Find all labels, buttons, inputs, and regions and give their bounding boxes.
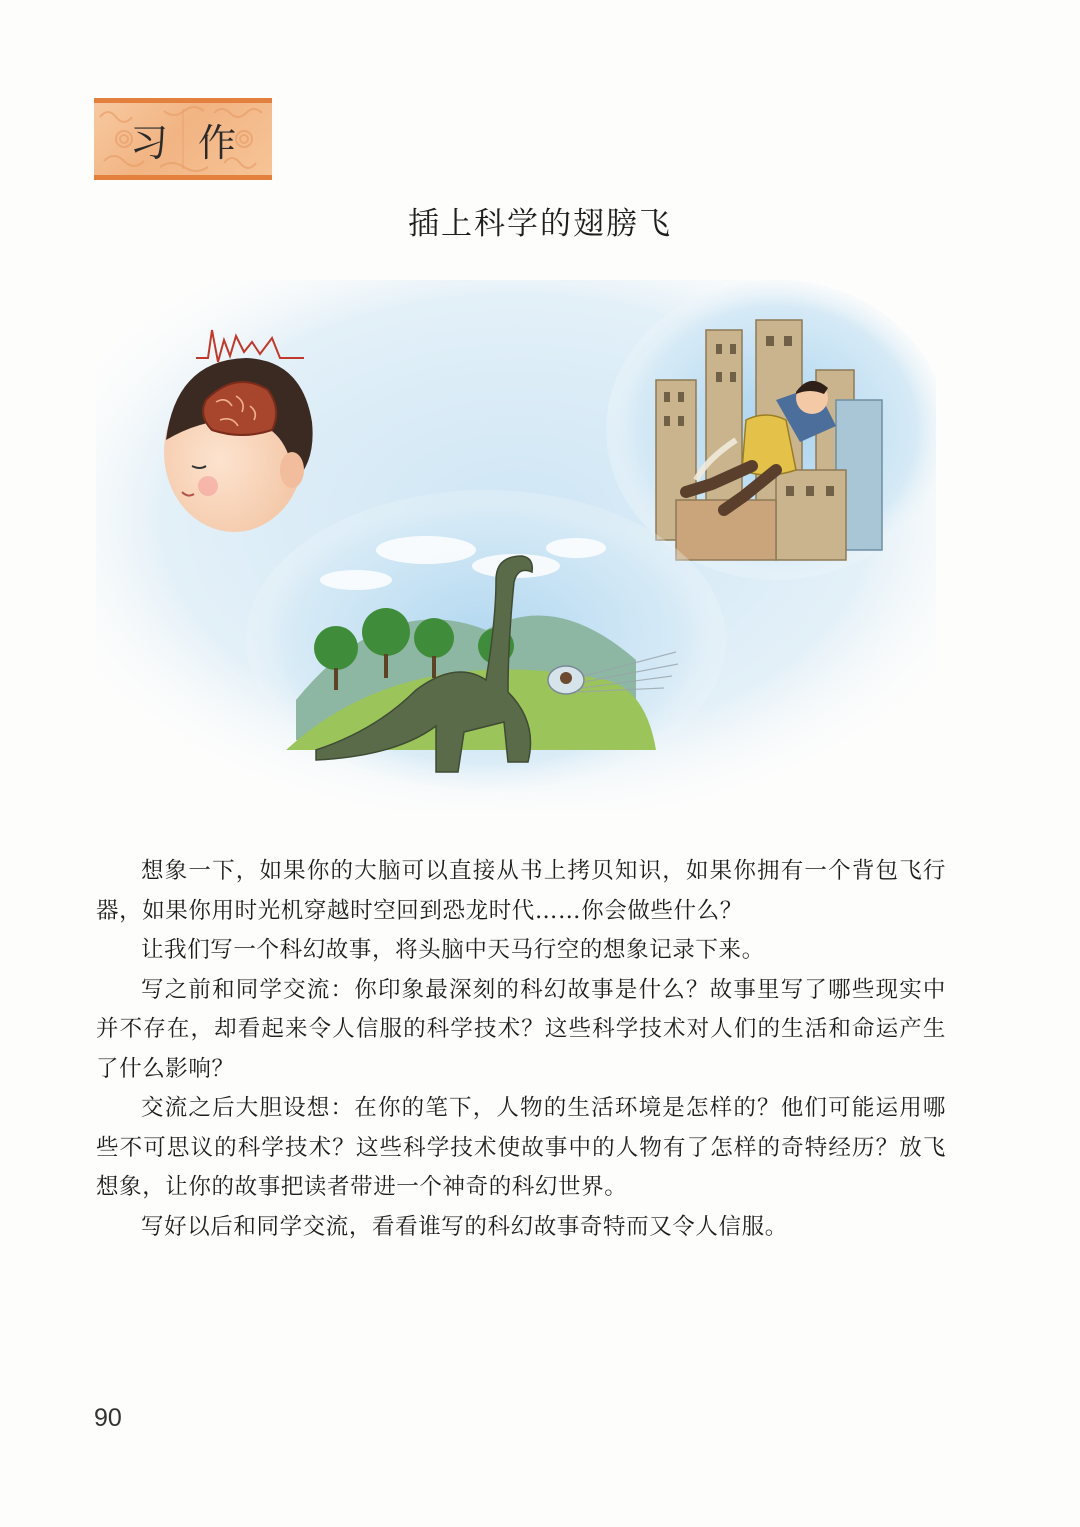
- illustration: [96, 280, 936, 810]
- paragraph: 交流之后大胆设想：在你的笔下，人物的生活环境是怎样的？他们可能运用哪些不可思议的科学技术？这些科学技术使故事中的人物有了怎样的奇特经历？放飞想象，让你的故事把读者带进一个神奇的科幻世界。: [96, 1095, 946, 1200]
- paragraph: 让我们写一个科幻故事，将头脑中天马行空的想象记录下来。: [141, 937, 765, 963]
- page-number: 90: [94, 1404, 122, 1432]
- body-text: [96, 852, 946, 1247]
- lesson-title: 插上科学的翅膀飞: [408, 206, 672, 242]
- section-label: 习作: [129, 120, 266, 165]
- paragraph: 写好以后和同学交流，看看谁写的科幻故事奇特而又令人信服。: [141, 1213, 788, 1240]
- paragraph: 想象一下，如果你的大脑可以直接从书上拷贝知识，如果你拥有一个背包飞行器，如果你用时光机穿越时空回到恐龙时代……你会做些什么？: [96, 858, 946, 924]
- paragraph: 写之前和同学交流：你印象最深刻的科幻故事是什么？故事里写了哪些现实中并不存在，却看起来令人信服的科学技术？这些科学技术对人们的生活和命运产生了什么影响？: [96, 976, 946, 1082]
- time-machine-dinosaur-icon: [246, 490, 726, 790]
- section-badge: [94, 98, 272, 180]
